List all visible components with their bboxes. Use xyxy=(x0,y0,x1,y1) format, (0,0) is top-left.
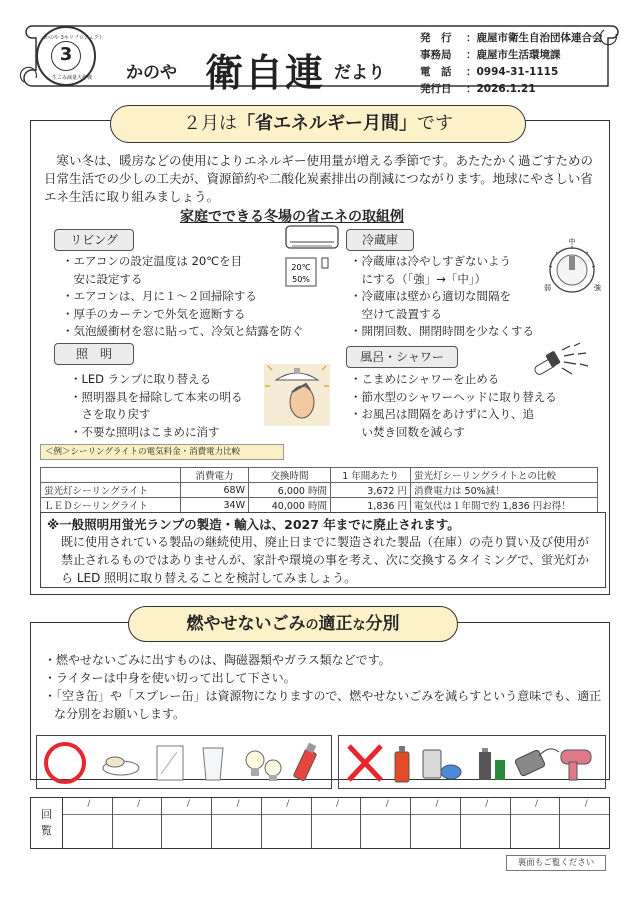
stamp-cell[interactable]: / xyxy=(262,798,312,848)
non-burnable-banner: 燃やせないごみの適正な分別 xyxy=(128,606,458,642)
publisher-info xyxy=(420,30,603,98)
sorting-rules xyxy=(44,651,606,723)
circulation-label: 回 覧 xyxy=(31,798,63,848)
rejected-items-box xyxy=(338,735,606,789)
fluorescent-abolition-notice xyxy=(40,512,606,588)
air-conditioner-icon xyxy=(284,222,340,288)
spray-can-icon xyxy=(395,746,409,782)
intro-paragraph: 寒い冬は、暖房などの使用によりエネルギー使用量が増える季節です。あたたかく過ごすための日常生活での少しの工夫が、資源節約や二酸化炭素排出の削減につながります。地球にやさしい省エネ生活に取り組みましょう。 xyxy=(44,153,594,204)
energy-month-banner: ２月は「省エネルギー月間」です xyxy=(110,105,526,143)
dial-mid-label: 中 xyxy=(568,238,576,246)
stamp-cell[interactable]: / xyxy=(560,798,609,848)
kanoya-3kiri-logo xyxy=(36,26,104,86)
dial-weak-label: 弱 xyxy=(544,284,551,292)
lighting-tips: ・LED ランプに取り替える ・照明器具を掃除して本来の明る さを取り戻す ・不要な照明はこまめに消す xyxy=(70,372,243,439)
ceiling-light-cleaning-icon xyxy=(262,362,332,428)
stamp-cell[interactable]: / xyxy=(361,798,411,848)
stamp-cell[interactable]: / xyxy=(461,798,511,848)
bath-label: 風呂・シャワー xyxy=(346,346,458,368)
list-item: ・ライターは中身を使い切って出して下さい。 xyxy=(44,671,296,685)
glass-cup-icon xyxy=(203,748,223,780)
title-prefix: かのや xyxy=(126,63,177,83)
info-row: 発行日 ：2026.1.21 xyxy=(420,83,536,95)
info-row: 発 行 ：鹿屋市衛生自治団体連合会 xyxy=(420,32,603,44)
ok-circle-icon xyxy=(46,744,84,782)
glass-pane-icon xyxy=(157,746,183,780)
newsletter-title: 衛自連 xyxy=(205,51,326,95)
table-row: 蛍光灯シーリングライト 68W 6,000 時間 3,672 円 消費電力は 50%減！ xyxy=(41,483,598,498)
stamp-cell[interactable]: / xyxy=(113,798,163,848)
empty-can-icon xyxy=(423,750,461,779)
title-suffix: だより xyxy=(334,63,385,83)
info-row: 事務局 ：鹿屋市生活環境課 xyxy=(420,49,561,61)
shower-head-icon xyxy=(530,340,592,384)
table-header-row: 消費電力 交換時間 1 年間あたり 蛍光灯シーリングライトとの比較 xyxy=(41,468,598,483)
stamp-cell[interactable]: / xyxy=(511,798,561,848)
fridge-label: 冷蔵庫 xyxy=(346,229,414,251)
stamp-cell[interactable]: / xyxy=(312,798,362,848)
comparison-note: ＜例＞シーリングライトの電気料金・消費電力比較 xyxy=(40,444,284,460)
ceiling-light-comparison-table xyxy=(40,467,598,513)
dial-strong-label: 強 xyxy=(594,284,601,292)
mobile-battery-icon xyxy=(514,749,559,777)
fridge-dial-icon xyxy=(538,236,608,300)
light-bulb-icon xyxy=(246,751,281,781)
battery-icon xyxy=(479,748,505,780)
info-row: 電 話 ：0994-31-1115 xyxy=(420,66,559,78)
bath-tips: ・こまめにシャワーを止める ・節水型のシャワーヘッドに取り替える ・お風呂は間隔をあけずに入り、追 い焚き回数を減らす xyxy=(350,372,557,439)
living-tips: ・エアコンの設定温度は 20℃を目 安に設定する ・エアコンは、月に１～２回掃除する ・厚手のカーテンで外気を遮断する ・気泡緩衝材を窓に貼って、冷気と結露を防ぐ xyxy=(62,254,304,338)
list-item: ・燃やせないごみに出すものは、陶磁器類やガラス類などです。 xyxy=(44,653,391,667)
logo-bottom-text: 生ごみ減量大作戦 xyxy=(52,75,93,81)
stamp-cell[interactable]: / xyxy=(63,798,113,848)
living-label: リビング xyxy=(54,229,134,251)
circulation-stamp-grid xyxy=(30,797,610,849)
remote-display-humidity: 50% xyxy=(292,275,310,284)
dish-icon xyxy=(103,757,139,775)
ng-cross-icon xyxy=(349,746,381,780)
hair-dryer-icon xyxy=(561,750,591,780)
table-row: ＬＥＤシーリングライト 34W 40,000 時間 1,836 円 電気代は１年間で約 1,836 円お得！ xyxy=(41,498,598,513)
rejected-items-illustrations xyxy=(339,736,607,790)
logo-number: 3 xyxy=(51,41,81,71)
remote-display-temp: 20℃ xyxy=(291,263,311,272)
stamp-cell[interactable]: / xyxy=(411,798,461,848)
stamp-cell[interactable]: / xyxy=(212,798,262,848)
see-reverse-note: 裏面もご覧ください xyxy=(506,855,606,871)
fridge-tips: ・冷蔵庫は冷やしすぎないよう にする（「強」→「中」） ・冷蔵庫は壁から適切な間隔を 空けて設置する ・開閉回数、開閉時間を少なくする xyxy=(350,254,534,338)
accepted-items-illustrations xyxy=(37,736,333,790)
tips-heading: 家庭でできる冬場の省エネの取組例 xyxy=(180,209,404,225)
abolition-body: 既に使用されている製品の継続使用、廃止日までに製造された製品（在庫）の売り買い及び使用が禁止されるものではありませんが、家計や環境の事を考え、次に交換するタイミングで、蛍光灯から LED 照明に取り替えることを検討してみましょう。 xyxy=(61,535,590,585)
list-item: ・「空き缶」や「スプレー缶」は資源物になりますので、燃やせないごみを減らすという意味でも、適正な分別をお願いします。 xyxy=(44,689,602,721)
accepted-items-box xyxy=(36,735,332,789)
lighting-label: 照 明 xyxy=(54,343,134,365)
stamp-cell[interactable]: / xyxy=(162,798,212,848)
abolition-title: ※一般照明用蛍光ランプの製造・輸入は、2027 年までに廃止されます。 xyxy=(47,517,460,532)
lighter-icon xyxy=(293,743,317,781)
logo-ring-text: かのや 3キリプロジェクト xyxy=(44,35,104,41)
